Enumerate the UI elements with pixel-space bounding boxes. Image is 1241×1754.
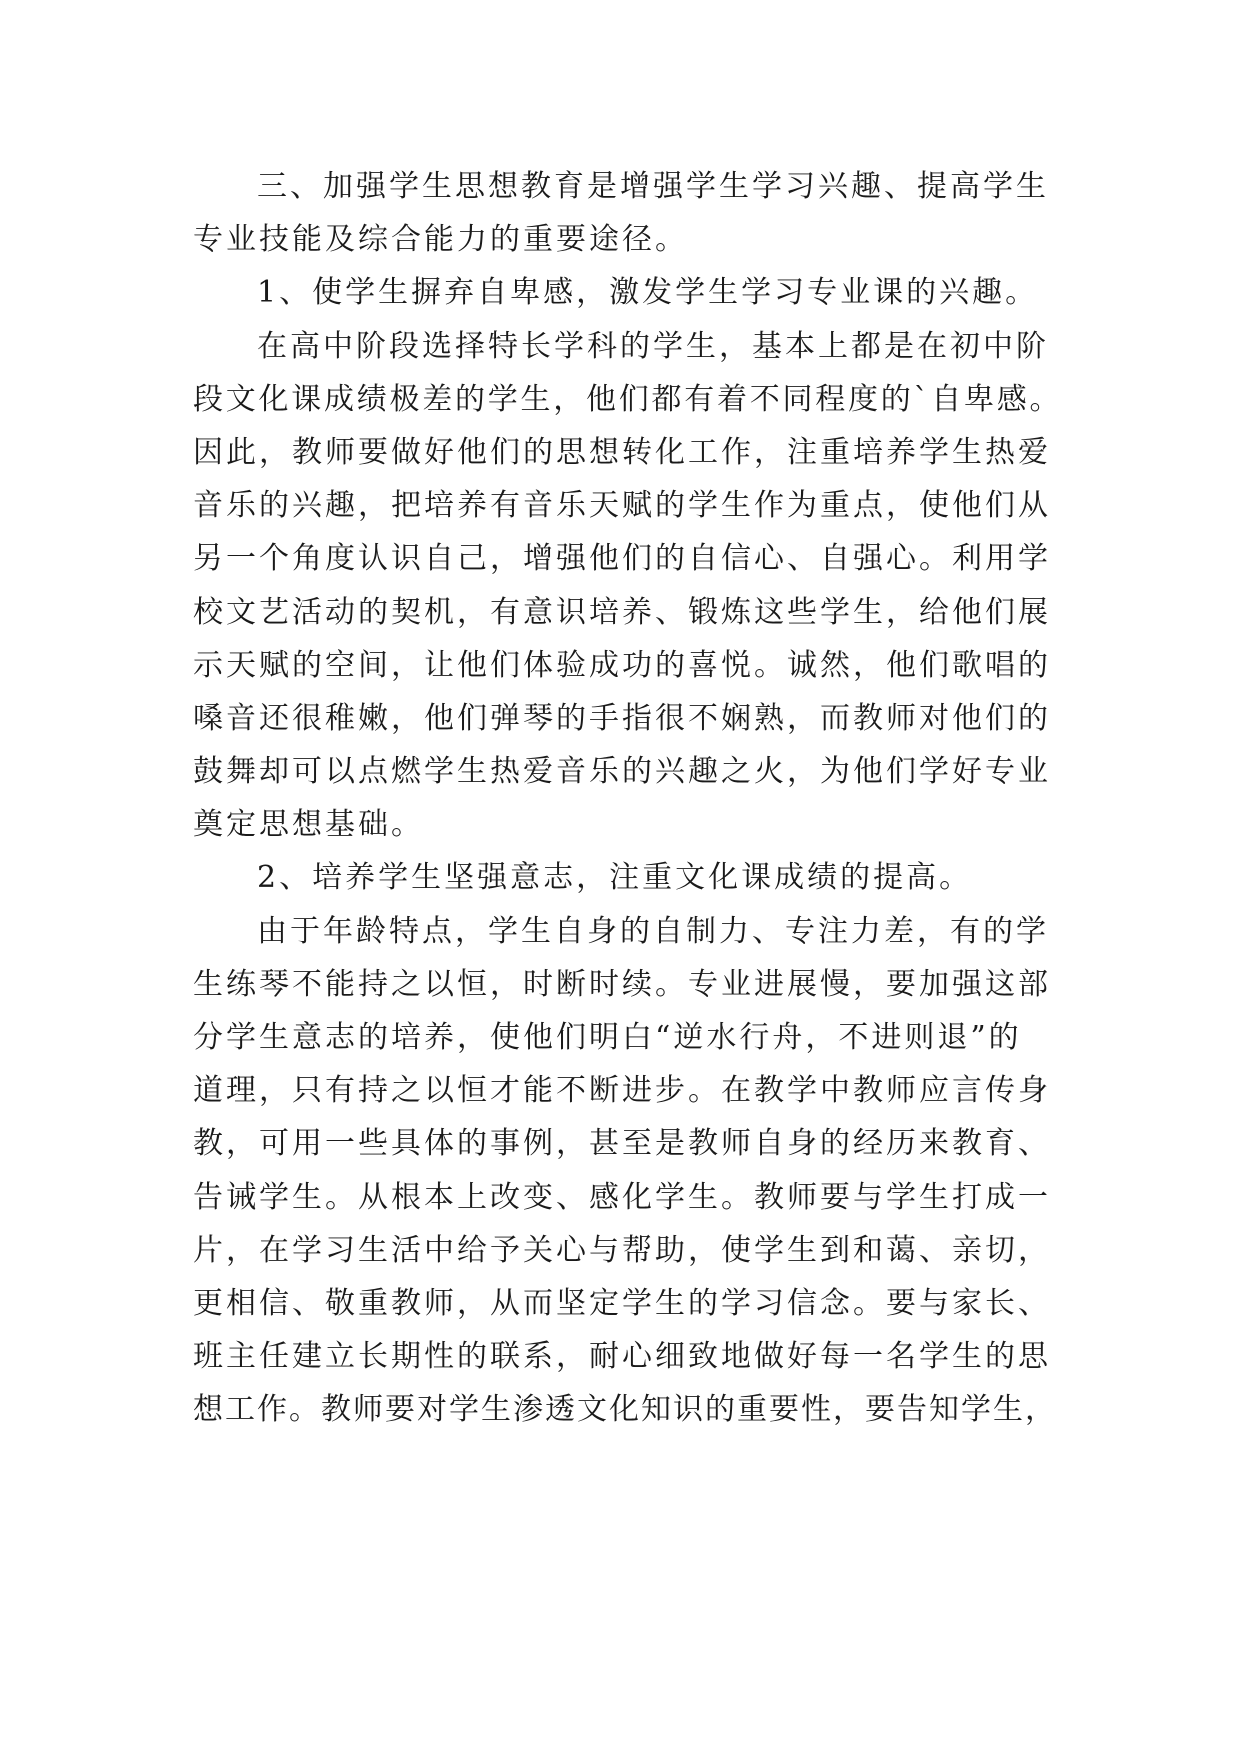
text-line: 鼓舞却可以点燃学生热爱音乐的兴趣之火，为他们学好专业 — [193, 754, 1051, 790]
text-line: 分学生意志的培养，使他们明白“逆水行舟，不进则退”的 — [193, 1020, 1022, 1055]
text-line: 1、使学生摒弃自卑感，激发学生学习专业课的兴趣。 — [257, 275, 1039, 311]
text-line: 嗓音还很稚嫩，他们弹琴的手指很不娴熟，而教师对他们的 — [193, 700, 1051, 736]
text-line: 因此，教师要做好他们的思想转化工作，注重培养学生热爱 — [193, 434, 1051, 470]
text-line: 在高中阶段选择特长学科的学生，基本上都是在初中阶 — [257, 328, 1049, 364]
text-line: 另一个角度认识自己，增强他们的自信心、自强心。利用学 — [193, 541, 1051, 577]
text-line: 2、培养学生坚强意志，注重文化课成绩的提高。 — [257, 860, 973, 896]
text-line: 道理，只有持之以恒才能不断进步。在教学中教师应言传身 — [193, 1073, 1051, 1109]
text-line: 专业技能及综合能力的重要途径。 — [193, 222, 688, 258]
text-line: 片，在学习生活中给予关心与帮助，使学生到和蔼、亲切， — [193, 1232, 1051, 1268]
text-line: 校文艺活动的契机，有意识培养、锻炼这些学生，给他们展 — [193, 594, 1051, 630]
text-line: 音乐的兴趣，把培养有音乐天赋的学生作为重点，使他们从 — [193, 488, 1051, 524]
body-text — [193, 160, 1063, 1437]
text-line: 更相信、敬重教师，从而坚定学生的学习信念。要与家长、 — [193, 1285, 1051, 1321]
text-line: 教，可用一些具体的事例，甚至是教师自身的经历来教育、 — [193, 1126, 1051, 1162]
text-line: 奠定思想基础。 — [193, 807, 424, 843]
text-line: 生练琴不能持之以恒，时断时续。专业进展慢，要加强这部 — [193, 966, 1051, 1002]
text-line: 告诫学生。从根本上改变、感化学生。教师要与学生打成一 — [193, 1179, 1051, 1215]
text-line: 三、加强学生思想教育是增强学生学习兴趣、提高学生 — [257, 169, 1049, 204]
text-line: 想工作。教师要对学生渗透文化知识的重要性，要告知学生， — [193, 1392, 1057, 1428]
text-line: 示天赋的空间，让他们体验成功的喜悦。诚然，他们歌唱的 — [193, 647, 1051, 683]
text-line: 段文化课成绩极差的学生，他们都有着不同程度的`自卑感。 — [193, 381, 1063, 417]
text-line: 由于年龄特点，学生自身的自制力、专注力差，有的学 — [257, 913, 1049, 949]
text-line: 班主任建立长期性的联系，耐心细致地做好每一名学生的思 — [193, 1339, 1051, 1375]
